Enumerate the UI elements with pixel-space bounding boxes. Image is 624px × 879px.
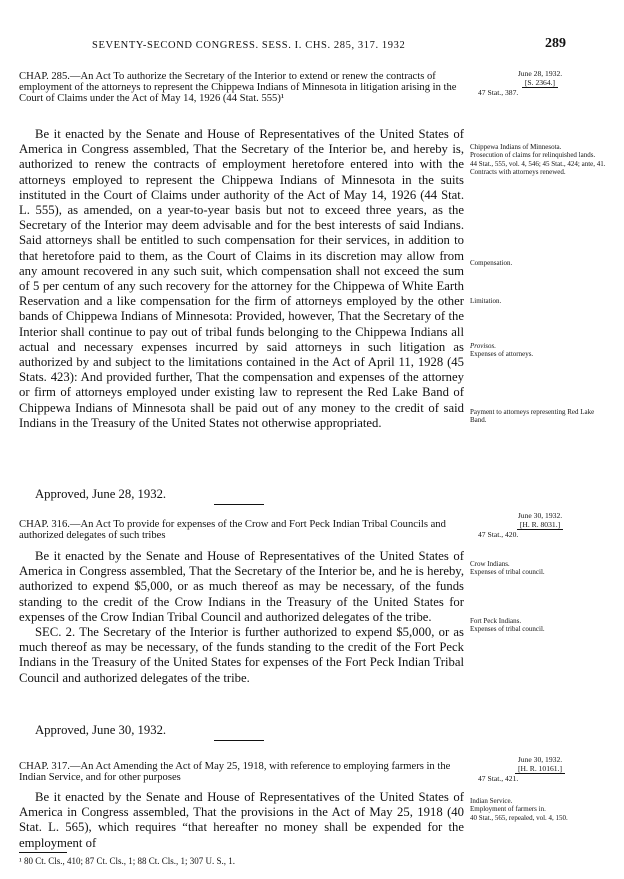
marginal-note: Payment to attorneys representing Red Lake Band.: [470, 408, 595, 425]
marginal-note: Limitation.: [470, 297, 502, 305]
chapter-316-sidenote: [470, 511, 610, 539]
chapter-285-body: [19, 127, 464, 431]
chapter-285-sidenote: [470, 69, 610, 97]
chapter-285-end-rule: [214, 504, 264, 505]
chapter-285-bill: [S. 2364.]: [522, 78, 558, 88]
chapter-317-marginal-notes: [470, 797, 610, 822]
marginal-note: 40 Stat., 565, repealed, vol. 4, 150.: [470, 813, 568, 822]
chapter-316-approved: Approved, June 30, 1932.: [35, 723, 167, 737]
marginal-note: Provisos.: [470, 342, 496, 350]
chapter-316-title: CHAP. 316.—An Act To provide for expenses of the Crow and Fort Peck Indian Tribal Councils and authorized delegates of such tribes: [19, 519, 446, 542]
chapter-317-body: [19, 790, 464, 851]
chapter-285-approved: Approved, June 28, 1932.: [35, 487, 167, 501]
marginal-note: Employment of farmers in.: [470, 805, 546, 814]
marginal-note: 44 Stat., 555, vol. 4, 546; 45 Stat., 424; ante, 41.: [470, 159, 606, 168]
marginal-note: Chippewa Indians of Minnesota.: [470, 143, 562, 151]
marginal-note: Indian Service.: [470, 797, 513, 805]
chapter-316-end-rule: [214, 740, 264, 741]
chapter-317-stat: 47 Stat., 421.: [478, 774, 519, 783]
marginal-note: Prosecution of claims for relinquished lands.: [470, 151, 596, 160]
chapter-316-enacting-text: Be it enacted by the Senate and House of Representatives of the United States of America in Congress assembled, That the Secretary of the Interior be, and he is hereby, authorized to expend $5,000, or as much thereof as may be necessary, of the funds standing to the credit of the Crow Indians in the Treasury of the United States for expenses of the Crow Indian Tribal Council and authorized delegates of the tribe.: [19, 549, 464, 624]
chapter-285-proviso-notes: [470, 342, 610, 359]
chapter-317-date: June 30, 1932.: [517, 755, 563, 764]
chapter-285-marginal-notes: [470, 143, 610, 177]
footnote: ¹ 80 Ct. Cls., 410; 87 Ct. Cls., 1; 88 Ct. Cls., 1; 307 U. S., 1.: [19, 856, 235, 866]
chapter-316-body: [19, 549, 464, 686]
marginal-note: Compensation.: [470, 259, 513, 267]
footnote-rule: [19, 852, 67, 853]
chapter-285-title: CHAP. 285.—An Act To authorize the Secretary of the Interior to extend or renew the contracts of employment of the attorneys to represent the Chippewa Indians of Minnesota in litigation arising in the Court of Claims under the Act of May 14, 1926 (44 Stat. 555)¹: [19, 71, 457, 105]
chapter-317-bill: [H. R. 10161.]: [515, 764, 565, 774]
marginal-note: Contracts with attorneys renewed.: [470, 168, 566, 177]
chapter-317-sidenote: [470, 755, 610, 783]
chapter-317-title: CHAP. 317.—An Act Amending the Act of May 25, 1918, with reference to employing farmers in the Indian Service, and for other purposes: [19, 761, 451, 784]
marginal-note: Expenses of attorneys.: [470, 350, 534, 359]
marginal-note: Crow Indians.: [470, 560, 510, 568]
chapter-285-enacting-text: Be it enacted by the Senate and House of Representatives of the United States of America in Congress assembled, That the Secretary of the Interior be, and hereby is, authorized to renew the contracts of employment heretofore entered into with the attorneys employed to represent the Chippewa Indians of Minnesota in the suits instituted in the Court of Claims under authority of the Act of May 14, 1926 (44 Stat. L. 555), as amended, on a year-to-year basis but not to exceed three years, as the Secretary of the Interior may deem advisable and for the best interests of said Indians. Said attorneys shall be entitled to such compensation for their services, in addition to that heretofore paid to them, as the Court of Claims in its discretion may allow from any amount recovered in any such suit, which compensation shall not exceed the sum of 5 per centum of any such recovery for the attorney for the Chippewa of White Earth Reservation and a like compensation for the firm of attorneys employed by the other bands of Chippewa Indians of Minnesota: Provided, however, That the Secretary of the Interior shall continue to pay out of tribal funds belonging to the Chippewa Indians all actual and necessary expenses incurred by said attorneys in such litigation as authorized by and subject to the limitations contained in the Act of April 11, 1928 (45 Stats. 423): And provided further, That the compensation and expenses of the attorney or firm of attorneys employed under existing law to represent the Red Lake Band of Chippewa Indians of Minnesota shall be paid out of any money to the credit of said Indians in the Treasury of the United States not otherwise appropriated.: [19, 127, 464, 430]
marginal-note: Fort Peck Indians.: [470, 617, 522, 625]
marginal-note: Expenses of tribal council.: [470, 568, 545, 577]
chapter-316-stat: 47 Stat., 420.: [478, 530, 519, 539]
marginal-note: Expenses of tribal council.: [470, 625, 545, 634]
chapter-316-marginal-crow: [470, 560, 610, 577]
page-header: [0, 36, 624, 56]
chapter-316-section-2: SEC. 2. The Secretary of the Interior is further authorized to expend $5,000, or as much thereof as may be necessary, of the funds standing to the credit of the Fort Peck Indians in the Treasury of the United States for expenses of the Fort Peck Indian Tribal Council and authorized delegates of the tribe.: [19, 625, 464, 685]
chapter-316-bill: [H. R. 8031.]: [517, 520, 563, 530]
chapter-317-enacting-text: Be it enacted by the Senate and House of Representatives of the United States of America in Congress assembled, That the provisions in the Act of May 25, 1918 (40 Stat. L. 565), which requires “that hereafter no money shall be expended for the employment of: [19, 790, 464, 850]
chapter-316-marginal-fort-peck: [470, 617, 610, 634]
chapter-285-date: June 28, 1932.: [517, 69, 563, 78]
page-number: 289: [545, 36, 566, 51]
chapter-316-date: June 30, 1932.: [517, 511, 563, 520]
chapter-285-stat: 47 Stat., 387.: [478, 88, 519, 97]
running-head: SEVENTY-SECOND CONGRESS. SESS. I. CHS. 285, 317. 1932: [92, 40, 406, 51]
